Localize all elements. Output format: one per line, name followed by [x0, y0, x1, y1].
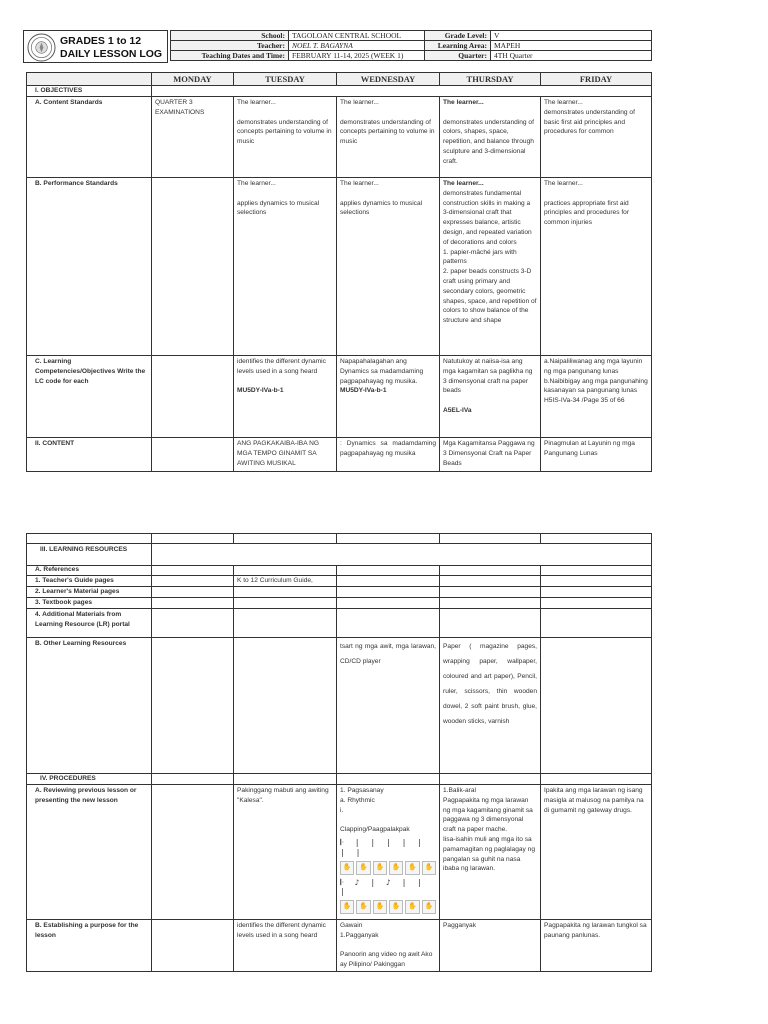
thursday-competencies	[440, 356, 541, 438]
learning-resources-row	[27, 544, 652, 566]
teaching-dates-value: FEBRUARY 11-14, 2025 (WEEK 1)	[289, 51, 425, 61]
clap-hands-icon: ✋	[340, 861, 354, 875]
references-label: A. References	[27, 566, 152, 576]
wednesday-ps-body: applies dynamics to musical selections	[340, 199, 423, 217]
wednesday-establishing	[337, 920, 440, 972]
clap-hands-icon: ✋	[405, 900, 419, 914]
learning-resources-span	[152, 544, 652, 566]
days-header-row	[27, 73, 652, 86]
content-row	[27, 438, 652, 472]
other-resources-label: B. Other Learning Resources	[27, 638, 152, 774]
competencies-label: C. Learning Competencies/Objectives Write the LC code for each	[27, 356, 152, 438]
establishing-row	[27, 920, 652, 972]
friday-establishing: Pagpapakita ng larawan tungkol sa paunang panlunas.	[541, 920, 652, 972]
learning-area-label: Learning Area:	[425, 41, 491, 51]
tuesday-ps-body: applies dynamics to musical selections	[237, 199, 320, 217]
learning-resources-label: III. LEARNING RESOURCES	[27, 544, 152, 566]
wednesday-lc-code: MU5DY-IVa-b-1	[340, 387, 387, 395]
procedures-row	[27, 774, 652, 785]
clap-row-1	[340, 861, 436, 875]
log-title-daily-lesson-log: DAILY LESSON LOG	[60, 48, 163, 60]
thursday-cs-body: demonstrates understanding of colors, shapes, space, repetition, and balance through sculpture and 3-dimensional craft.	[443, 118, 534, 165]
thursday-review-3: Iisa-isahin muli ang mga ito sa pamamagitan ng paglalagay ng pangalan sa guhit na nasa ibaba ng larawan.	[443, 835, 536, 873]
additional-materials-row	[27, 609, 652, 638]
clap-hands-icon: ✋	[389, 861, 403, 875]
tuesday-lc-code: MU5DY-IVa-b-1	[237, 387, 284, 395]
monday-content-standards: QUARTER 3 EXAMINATIONS	[152, 97, 234, 178]
wednesday-establish-3: Panoorin ang video ng awit Ako ay Pilipino/ Pakinggan	[340, 951, 433, 969]
thursday-cs-intro: The learner...	[443, 99, 484, 106]
friday-ps-body: practices appropriate first aid principles and procedures for common injuries	[544, 199, 630, 227]
day-header-monday: MONDAY	[152, 73, 234, 86]
friday-competencies	[541, 356, 652, 438]
objectives-row	[27, 86, 652, 97]
other-resources-row	[27, 638, 652, 774]
content-standards-label: A. Content Standards	[27, 97, 152, 178]
content-standards-row	[27, 97, 652, 178]
thursday-performance-standards	[440, 178, 541, 356]
thursday-lc-text: Natutukoy at naiisa-isa ang mga kagamitan sa paglikha ng 3 dimensyonal craft na paper beads	[443, 358, 533, 395]
school-value: TAGOLOAN CENTRAL SCHOOL	[289, 31, 425, 41]
tuesday-lc-text: identifies the different dynamic levels used in a song heard	[237, 358, 326, 375]
wednesday-review-1: 1. Pagsasanay	[340, 787, 384, 794]
quarter-label: Quarter:	[425, 51, 491, 61]
wednesday-ps-intro: The learner...	[340, 180, 379, 187]
wednesday-reviewing	[337, 785, 440, 920]
friday-content: Pinagmulan at Layunin ng mga Pangunang Lunas	[541, 438, 652, 472]
thursday-ps-intro: The learner...	[443, 180, 484, 187]
tuesday-content-standards	[234, 97, 337, 178]
friday-cs-body: demonstrates understanding of basic first aid principles and procedures for common	[544, 108, 635, 136]
wednesday-competencies	[337, 356, 440, 438]
wednesday-review-2: a. Rhythmic	[340, 796, 375, 804]
header-title-block	[23, 30, 168, 63]
wednesday-other-resources: tsart ng mga awit, mga larawan, CD/CD player	[337, 638, 440, 774]
quarter-value: 4TH Quarter	[491, 51, 652, 61]
textbook-pages-label: 3. Textbook pages	[27, 598, 152, 609]
tuesday-competencies	[234, 356, 337, 438]
header-info-table	[170, 30, 652, 61]
day-header-wednesday: WEDNESDAY	[337, 73, 440, 86]
grade-level-label: Grade Level:	[425, 31, 491, 41]
thursday-ps-body: demonstrates fundamental construction skills in making a 3-dimensional craft that expresses balance, artistic design, and repeated variation of decorations and colors	[443, 189, 532, 246]
rhythm-bars-2: 𝄆 ♪ | ♪ | | |	[340, 877, 426, 897]
wednesday-establish-2: 1.Pagganyak	[340, 931, 379, 939]
friday-performance-standards	[541, 178, 652, 356]
teacher-value: NOEL T. BAGAYNA	[289, 41, 425, 51]
clap-hands-icon: ✋	[422, 900, 436, 914]
thursday-content-standards	[440, 97, 541, 178]
wednesday-content-standards	[337, 97, 440, 178]
teacher-label: Teacher:	[171, 41, 289, 51]
reviewing-row	[27, 785, 652, 920]
rhythm-bars-1: 𝄆 | | | | | | |	[340, 837, 426, 857]
corner-cell	[27, 73, 152, 86]
monday-content	[152, 438, 234, 472]
monday-performance-standards	[152, 178, 234, 356]
objectives-label: I. OBJECTIVES	[27, 86, 152, 97]
wednesday-performance-standards	[337, 178, 440, 356]
tg-pages-label: 1. Teacher's Guide pages	[27, 576, 152, 587]
establishing-label: B. Establishing a purpose for the lesson	[27, 920, 152, 972]
clap-hands-icon: ✋	[389, 900, 403, 914]
friday-content-standards	[541, 97, 652, 178]
log-title-grades: GRADES 1 to 12	[60, 35, 142, 47]
thursday-content: Mga Kagamitansa Paggawa ng 3 Dimensyonal Craft na Paper Beads	[440, 438, 541, 472]
wednesday-review-4: Clapping/Paagpalakpak	[340, 826, 410, 834]
thursday-lc-code: A5EL-IVa	[443, 406, 472, 414]
wednesday-cs-body: demonstrates understanding of concepts pertaining to volume in music	[340, 118, 435, 146]
thursday-ps-item-2: 2. paper beads constructs 3-D craft using primary and secondary colors, geometric shapes, space, and repetition of colors to show balance of the structure and shape	[443, 268, 537, 325]
wednesday-cs-intro: The learner...	[340, 99, 379, 106]
tuesday-cs-body: demonstrates understanding of concepts pertaining to volume in music	[237, 118, 332, 146]
friday-ps-intro: The learner...	[544, 180, 583, 187]
clap-hands-icon: ✋	[373, 900, 387, 914]
thursday-other-resources: Paper ( magazine pages, wrapping paper, wallpaper, coloured and art paper), Pencil, ruler, scissors, thin wooden dowel, 2 soft paint brush, glue, wooden sticks, varnish	[440, 638, 541, 774]
friday-lc-b: b.Naibibigay ang mga pangunahing kasanayan sa pangunang lunas	[544, 377, 648, 395]
tuesday-reviewing: Pakinggang mabuti ang awiting "Kalesa".	[234, 785, 337, 920]
blank-header-row	[27, 534, 652, 544]
performance-standards-label: B. Performance Standards	[27, 178, 152, 356]
lesson-log-table-page2	[26, 533, 652, 972]
clap-hands-icon: ✋	[405, 861, 419, 875]
friday-cs-intro: The learner...	[544, 99, 583, 106]
wednesday-lc-text: Napapahalagahan ang Dynamics sa madamdaming pagpapahayag ng musika.	[340, 358, 424, 385]
tg-pages-row	[27, 576, 652, 587]
objectives-span	[152, 86, 652, 97]
thursday-review-1: 1.Balik-aral	[443, 787, 476, 794]
day-header-tuesday: TUESDAY	[234, 73, 337, 86]
lm-pages-row	[27, 587, 652, 598]
deped-seal-icon	[27, 33, 56, 62]
thursday-review-2: Pagpapakita ng mga larawan ng mga kagamitang ginamit sa paggawa ng 3 dimensyonal craft na paper mache.	[443, 796, 533, 834]
clap-hands-icon: ✋	[340, 900, 354, 914]
performance-standards-row	[27, 178, 652, 356]
teaching-dates-label: Teaching Dates and Time:	[171, 51, 289, 61]
tuesday-performance-standards	[234, 178, 337, 356]
tuesday-content: ANG PAGKAKAIBA-IBA NG MGA TEMPO GINAMIT SA AWITING MUSIKAL	[234, 438, 337, 472]
reviewing-label: A. Reviewing previous lesson or presenting the new lesson	[27, 785, 152, 920]
grade-level-value: V	[491, 31, 652, 41]
content-label: II. CONTENT	[27, 438, 152, 472]
procedures-label: IV. PROCEDURES	[27, 774, 152, 785]
day-header-thursday: THURSDAY	[440, 73, 541, 86]
lesson-log-table-page1	[26, 72, 652, 472]
competencies-row	[27, 356, 652, 438]
textbook-pages-row	[27, 598, 652, 609]
thursday-establishing: Pagganyak	[440, 920, 541, 972]
clap-hands-icon: ✋	[356, 900, 370, 914]
friday-reviewing: Ipakita ang mga larawan ng isang masigla at malusog na pamilya na di gumamit ng gateway drugs.	[541, 785, 652, 920]
thursday-ps-item-1: 1. papier-mâché jars with patterns	[443, 248, 517, 266]
references-row	[27, 566, 652, 576]
thursday-reviewing	[440, 785, 541, 920]
friday-lc-a: a.Naipaliliwanag ang mga layunin ng mga pangunang lunas	[544, 358, 643, 375]
school-label: School:	[171, 31, 289, 41]
tuesday-tg-pages: K to 12 Curriculum Guide,	[234, 576, 337, 587]
clap-row-2	[340, 900, 436, 914]
clap-hands-icon: ✋	[356, 861, 370, 875]
tuesday-ps-intro: The learner...	[237, 180, 276, 187]
clap-hands-icon: ✋	[422, 861, 436, 875]
wednesday-establish-1: Gawain	[340, 922, 363, 929]
friday-lc-code: H5IS-IVa-34 /Page 35 of 66	[544, 397, 625, 405]
lm-pages-label: 2. Learner's Material pages	[27, 587, 152, 598]
tuesday-establishing: identifies the different dynamic levels used in a song heard	[234, 920, 337, 972]
additional-materials-label: 4. Additional Materials from Learning Resource (LR) portal	[27, 609, 152, 638]
wednesday-review-3: i.	[340, 806, 344, 814]
day-header-friday: FRIDAY	[541, 73, 652, 86]
wednesday-content: : Dynamics sa madamdaming pagpapahayag ng musika	[337, 438, 440, 472]
clap-hands-icon: ✋	[373, 861, 387, 875]
monday-competencies	[152, 356, 234, 438]
learning-area-value: MAPEH	[491, 41, 652, 51]
tuesday-cs-intro: The learner...	[237, 99, 276, 106]
